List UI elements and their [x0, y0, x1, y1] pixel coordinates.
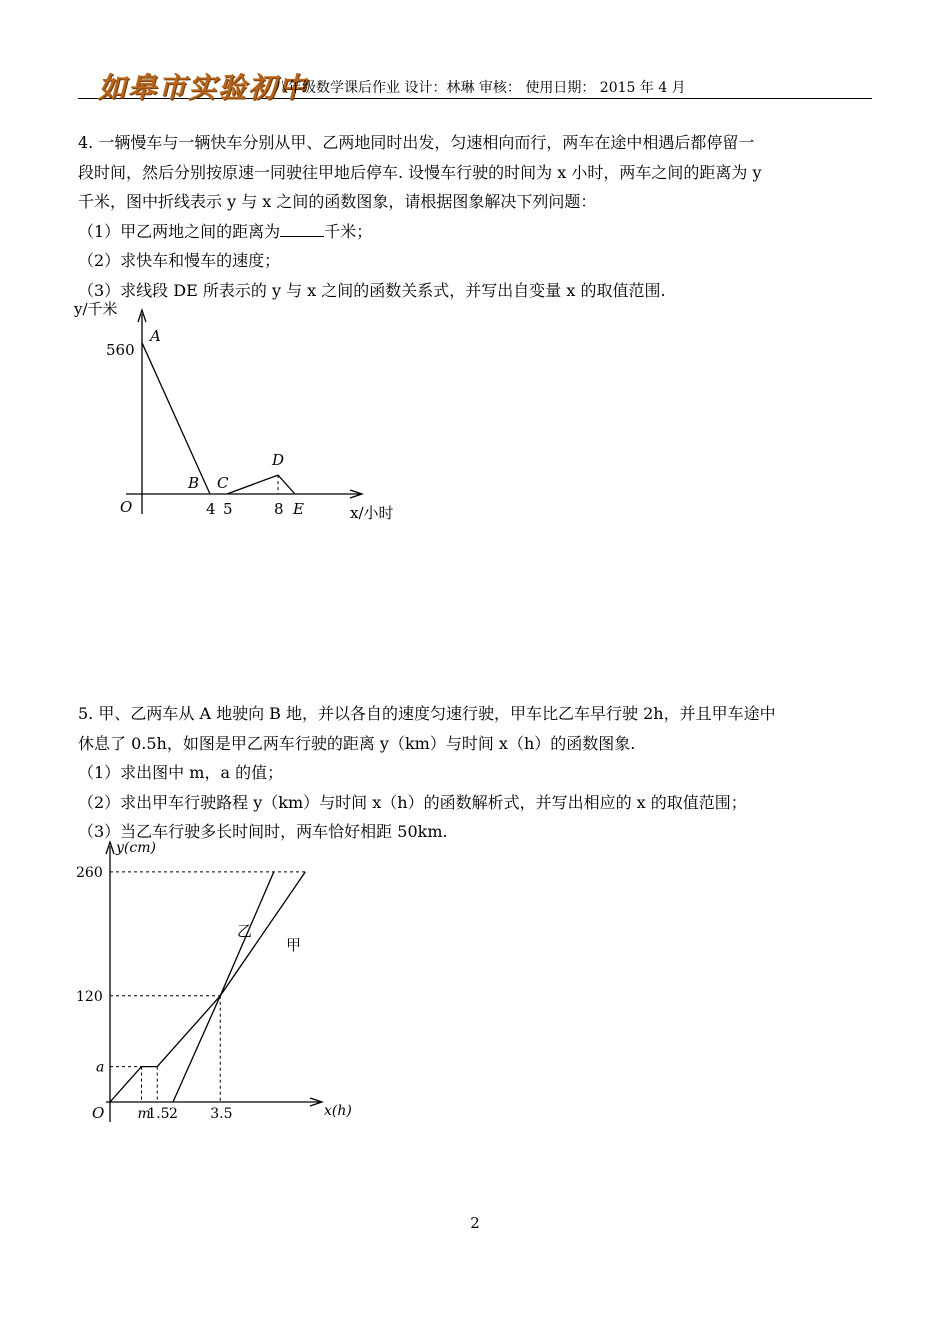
x-tick-label: 5 — [223, 500, 233, 518]
x-tick-label: 3.5 — [210, 1106, 233, 1122]
series-label-jia: 甲 — [286, 936, 302, 954]
q4-line-3: 千米，图中折线表示 y 与 x 之间的函数图象，请根据图象解决下列问题： — [78, 192, 597, 211]
q4-sub-1-post: 千米； — [324, 221, 373, 241]
q5-line-5: （3）当乙车行驶多长时间时，两车恰好相距 50km. — [78, 822, 448, 841]
q5-line-2: 休息了 0.5h，如图是甲乙两车行驶的距离 y（km）与时间 x（h）的函数图象. — [78, 733, 636, 753]
q4-sub-1 — [78, 217, 878, 247]
series-label-yi: 乙 — [237, 922, 253, 940]
x-axis-label: x(h) — [324, 1103, 352, 1119]
y-axis-label: y/千米 — [74, 300, 118, 318]
x-tick-label: 1.5 — [147, 1106, 170, 1122]
y-tick-label: 560 — [106, 340, 135, 359]
question-5 — [78, 699, 878, 847]
origin-label: O — [92, 1104, 105, 1122]
page-header — [78, 66, 872, 104]
question-4 — [78, 128, 878, 305]
page-number: 2 — [470, 1214, 480, 1232]
q4-line-1: 4. 一辆慢车与一辆快车分别从甲、乙两地同时出发，匀速相向而行，两车在途中相遇后都停留一 — [78, 133, 755, 152]
q4-distance-graph — [70, 300, 420, 530]
x-tick-label: 8 — [274, 500, 284, 518]
x-tick-label: 4 — [206, 500, 216, 518]
q5-line-1: 5. 甲、乙两车从 A 地驶向 B 地，并以各自的速度匀速行驶，甲车比乙车早行驶 2h，并且甲车途中 — [78, 704, 776, 723]
y-tick-label: 120 — [76, 988, 103, 1005]
graph-segment — [278, 475, 295, 494]
point-label-B: B — [188, 474, 200, 492]
x-tick-label: 2 — [169, 1106, 178, 1122]
series-line-jia — [110, 872, 305, 1102]
point-label-D: D — [272, 451, 285, 470]
answer-blank — [280, 222, 324, 237]
x-axis-label: x/小时 — [350, 504, 394, 522]
graph-segment — [142, 343, 210, 494]
q4-sub-1-pre: （1）甲乙两地之间的距离为 — [78, 221, 281, 241]
school-logo: 如皋市实验初中 — [98, 71, 309, 104]
q5-line-4: （2）求出甲车行驶路程 y（km）与时间 x（h）的函数解析式，并写出相应的 x 的取值范围； — [78, 792, 747, 812]
q4-line-2: 段时间，然后分别按原速一同驶往甲地后停车. 设慢车行驶的时间为 x 小时，两车之间的距离为 y — [78, 162, 762, 182]
origin-label: O — [120, 498, 133, 516]
q4-sub-3: （3）求线段 DE 所表示的 y 与 x 之间的函数关系式，并写出自变量 x 的取值范围. — [78, 280, 666, 300]
y-tick-label: a — [96, 1059, 105, 1076]
series-line-yi — [173, 872, 274, 1102]
y-axis-label: y(cm) — [116, 840, 156, 856]
y-tick-label: 260 — [76, 864, 103, 881]
header-text: 八年级数学课后作业 设计：林琳 审核： 使用日期： 2015 年 4 月 — [274, 80, 686, 96]
x-tick-label: m — [137, 1106, 151, 1122]
q4-sub-2: （2）求快车和慢车的速度； — [78, 251, 281, 270]
q5-line-3: （1）求出图中 m，a 的值； — [78, 763, 284, 782]
point-label-C: C — [217, 474, 229, 492]
point-label-E: E — [293, 500, 304, 518]
point-label-A: A — [150, 326, 161, 345]
graph-segment — [227, 475, 278, 494]
q5-distance-graph — [70, 838, 360, 1128]
